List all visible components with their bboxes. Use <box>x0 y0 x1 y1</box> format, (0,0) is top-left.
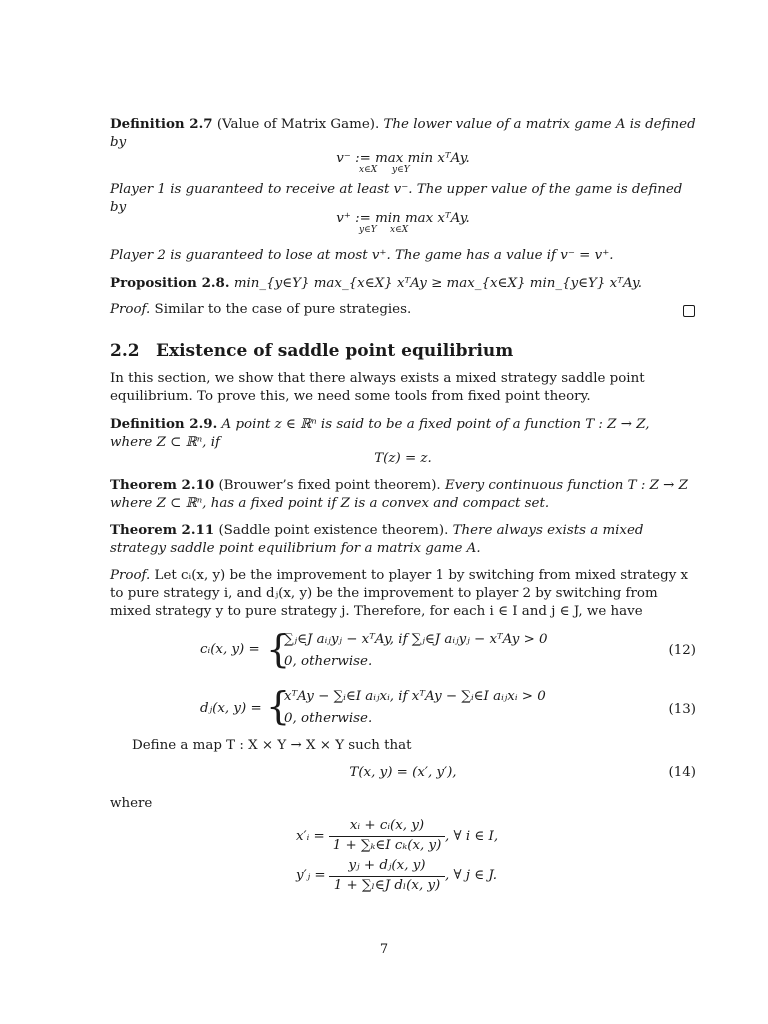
fraction-denominator: 1 + ∑ₗ∈J dₗ(x, y) <box>333 878 441 893</box>
section-number: 2.2 <box>110 341 140 361</box>
define-map-text: Define a map T : X × Y → X × Y such that <box>132 738 412 753</box>
definition-text-3: Player 2 is guaranteed to lose at most v⁺. The game has a value if v⁻ = v⁺. <box>110 248 614 263</box>
equation-tail: , ∀ i ∈ I, <box>445 829 499 844</box>
equation-lower-value: v⁻ := max min xᵀAy. <box>336 151 470 166</box>
proof-1 <box>110 301 696 319</box>
case-1: ∑ⱼ∈J aᵢⱼyⱼ − xᵀAy, if ∑ⱼ∈J aᵢⱼyⱼ − xᵀAy > 0 <box>284 632 548 647</box>
equation-lhs: dⱼ(x, y) = <box>200 701 262 716</box>
theorem-text: Every continuous function T : Z → Z where Z ⊂ ℝⁿ, has a fixed point if Z is a convex and compact set. <box>110 478 688 511</box>
definition-text: The lower value of a matrix game A is defined by <box>110 117 696 150</box>
proof-text: Let cᵢ(x, y) be the improvement to player 1 by switching from mixed strategy x to pure strategy i, and dⱼ(x, y) be the improvement to player 2 by switching from mixed strategy y to pure strategy j. Therefore, for each i ∈ I and j ∈ J, we have <box>110 568 689 619</box>
theorem-parenthetical: (Brouwer’s fixed point theorem). <box>218 478 441 493</box>
equation-upper-value: v⁺ := min max xᵀAy. <box>336 211 470 226</box>
case-1: xᵀAy − ∑ᵢ∈I aᵢⱼxᵢ, if xᵀAy − ∑ᵢ∈I aᵢⱼxᵢ > 0 <box>284 689 546 704</box>
where-text: where <box>110 796 153 811</box>
fraction-numerator: xᵢ + cᵢ(x, y) <box>349 818 425 833</box>
fraction-bar <box>329 836 445 837</box>
equation-lhs: cᵢ(x, y) = <box>200 642 260 657</box>
theorem-2-10 <box>110 476 696 513</box>
equation-lhs: y′ⱼ = <box>296 868 326 883</box>
equation-number: (12) <box>668 643 696 658</box>
case-2: 0, otherwise. <box>284 654 373 669</box>
equation-subscript: x∈X <box>390 225 409 235</box>
fraction-denominator: 1 + ∑ₖ∈I cₖ(x, y) <box>332 838 442 853</box>
qed-box-icon <box>683 305 695 317</box>
definition-label: Definition 2.9. <box>110 416 218 432</box>
proposition-2-8 <box>110 274 696 293</box>
proof-text: Similar to the case of pure strategies. <box>154 302 412 317</box>
equation-fixed-point: T(z) = z. <box>374 451 432 466</box>
proof-2 <box>110 567 696 621</box>
theorem-parenthetical: (Saddle point existence theorem). <box>218 523 449 538</box>
case-2: 0, otherwise. <box>284 711 373 726</box>
theorem-label: Theorem 2.11 <box>110 522 215 538</box>
theorem-label: Theorem 2.10 <box>110 477 215 493</box>
definition-text-2: Player 1 is guaranteed to receive at least v⁻. The upper value of the game is defined by <box>110 182 683 215</box>
section-intro: In this section, we show that there always exists a mixed strategy saddle point equilibrium. To prove this, we need some tools from fixed point theory. <box>110 371 645 404</box>
proposition-label: Proposition 2.8. <box>110 275 230 291</box>
equation-14: T(x, y) = (x′, y′), <box>349 765 457 780</box>
section-title: Existence of saddle point equilibrium <box>156 341 514 361</box>
definition-parenthetical: (Value of Matrix Game). <box>216 117 380 132</box>
equation-subscript: y∈Y <box>392 165 410 175</box>
definition-2-9 <box>110 415 696 452</box>
equation-number: (13) <box>668 702 696 717</box>
brace-icon: { <box>266 684 291 728</box>
proof-label: Proof. <box>110 302 151 317</box>
fraction-bar <box>329 876 445 877</box>
equation-lhs: x′ᵢ = <box>296 829 325 844</box>
definition-label: Definition 2.7 <box>110 116 213 132</box>
definition-2-7 <box>110 115 696 152</box>
theorem-text: There always exists a mixed strategy saddle point equilibrium for a matrix game A. <box>110 523 644 556</box>
brace-icon: { <box>266 627 291 671</box>
equation-tail: , ∀ j ∈ J. <box>445 868 498 883</box>
fraction-numerator: yⱼ + dⱼ(x, y) <box>348 858 426 873</box>
equation-subscript: x∈X <box>359 165 378 175</box>
proof-label: Proof. <box>110 568 151 583</box>
equation-subscript: y∈Y <box>359 225 377 235</box>
definition-text: A point z ∈ ℝⁿ is said to be a fixed point of a function T : Z → Z, where Z ⊂ ℝⁿ, if <box>110 417 650 450</box>
proposition-text: min_{y∈Y} max_{x∈X} xᵀAy ≥ max_{x∈X} min_{y∈Y} xᵀAy. <box>233 276 643 291</box>
page-number: 7 <box>379 942 389 957</box>
equation-number: (14) <box>668 765 696 780</box>
theorem-2-11 <box>110 521 696 558</box>
